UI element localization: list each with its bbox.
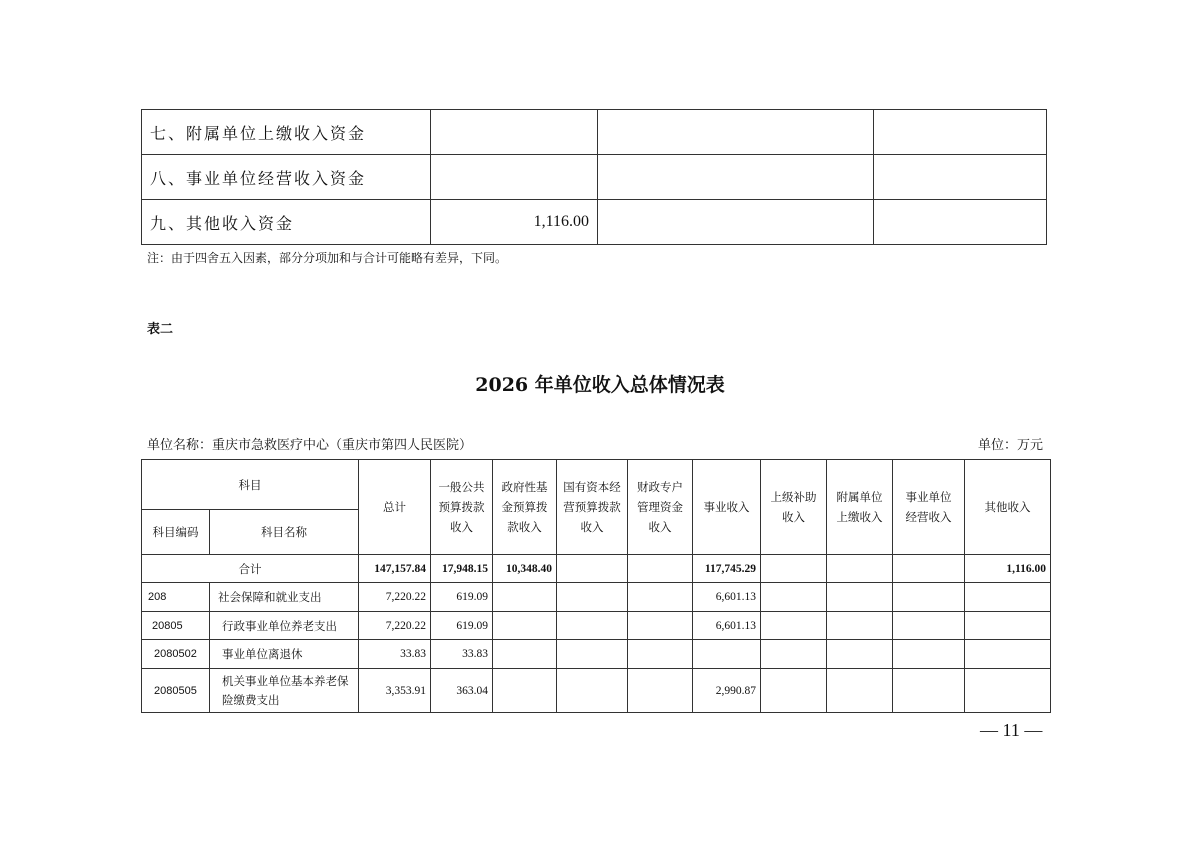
header-business: 事业收入 bbox=[693, 460, 761, 555]
row-code: 2080505 bbox=[142, 669, 210, 713]
row-code: 2080502 bbox=[142, 640, 210, 669]
header-other: 其他收入 bbox=[965, 460, 1051, 555]
row-general: 619.09 bbox=[431, 583, 493, 612]
footnote: 注：由于四舍五入因素，部分分项加和与合计可能略有差异，下同。 bbox=[147, 251, 508, 265]
header-fiscal-special: 财政专户管理资金收入 bbox=[628, 460, 693, 555]
total-general: 17,948.15 bbox=[431, 555, 493, 583]
row-code: 208 bbox=[142, 583, 210, 612]
row-business: 2,990.87 bbox=[693, 669, 761, 713]
total-total: 147,157.84 bbox=[359, 555, 431, 583]
header-name: 科目名称 bbox=[210, 510, 359, 555]
header-state-capital: 国有资本经营预算拨款收入 bbox=[557, 460, 628, 555]
header-row bbox=[142, 460, 1051, 510]
row-general: 33.83 bbox=[431, 640, 493, 669]
row-business: 6,601.13 bbox=[693, 583, 761, 612]
header-affiliated: 附属单位上缴收入 bbox=[827, 460, 893, 555]
page-title: 2026 年单位收入总体情况表 bbox=[475, 374, 725, 396]
row-total: 7,220.22 bbox=[359, 583, 431, 612]
income-summary-table bbox=[141, 459, 1051, 713]
total-business: 117,745.29 bbox=[693, 555, 761, 583]
table-row bbox=[142, 583, 1051, 612]
table-row bbox=[142, 110, 1047, 155]
total-label: 合计 bbox=[142, 555, 359, 583]
row-total: 33.83 bbox=[359, 640, 431, 669]
total-fund: 10,348.40 bbox=[493, 555, 557, 583]
row-general: 619.09 bbox=[431, 612, 493, 640]
header-total: 总计 bbox=[359, 460, 431, 555]
page-number: — 11 — bbox=[980, 720, 1043, 740]
unit-name: 单位名称：重庆市急救医疗中心（重庆市第四人民医院） bbox=[147, 438, 473, 453]
top-income-table bbox=[141, 109, 1047, 245]
row-label: 九、其他收入资金 bbox=[142, 200, 431, 245]
row-label: 八、事业单位经营收入资金 bbox=[142, 155, 431, 200]
row-label: 七、附属单位上缴收入资金 bbox=[142, 110, 431, 155]
total-row bbox=[142, 555, 1051, 583]
row-value: 1,116.00 bbox=[431, 200, 598, 245]
row-name: 事业单位离退休 bbox=[210, 640, 359, 669]
table-row bbox=[142, 669, 1051, 713]
unit-label: 单位：万元 bbox=[977, 438, 1043, 453]
table-row bbox=[142, 155, 1047, 200]
header-operating: 事业单位经营收入 bbox=[893, 460, 965, 555]
table-row bbox=[142, 612, 1051, 640]
row-code: 20805 bbox=[142, 612, 210, 640]
row-general: 363.04 bbox=[431, 669, 493, 713]
header-superior: 上级补助收入 bbox=[761, 460, 827, 555]
row-value bbox=[431, 155, 598, 200]
row-name: 行政事业单位养老支出 bbox=[210, 612, 359, 640]
row-name: 社会保障和就业支出 bbox=[210, 583, 359, 612]
table-label: 表二 bbox=[147, 322, 174, 337]
row-total: 7,220.22 bbox=[359, 612, 431, 640]
table-row bbox=[142, 640, 1051, 669]
header-general: 一般公共预算拨款收入 bbox=[431, 460, 493, 555]
row-business: 6,601.13 bbox=[693, 612, 761, 640]
total-other: 1,116.00 bbox=[965, 555, 1051, 583]
row-business bbox=[693, 640, 761, 669]
header-code: 科目编码 bbox=[142, 510, 210, 555]
header-fund: 政府性基金预算拨款收入 bbox=[493, 460, 557, 555]
row-name: 机关事业单位基本养老保险缴费支出 bbox=[210, 669, 359, 713]
row-total: 3,353.91 bbox=[359, 669, 431, 713]
row-value bbox=[431, 110, 598, 155]
header-subject: 科目 bbox=[142, 460, 359, 510]
table-row bbox=[142, 200, 1047, 245]
